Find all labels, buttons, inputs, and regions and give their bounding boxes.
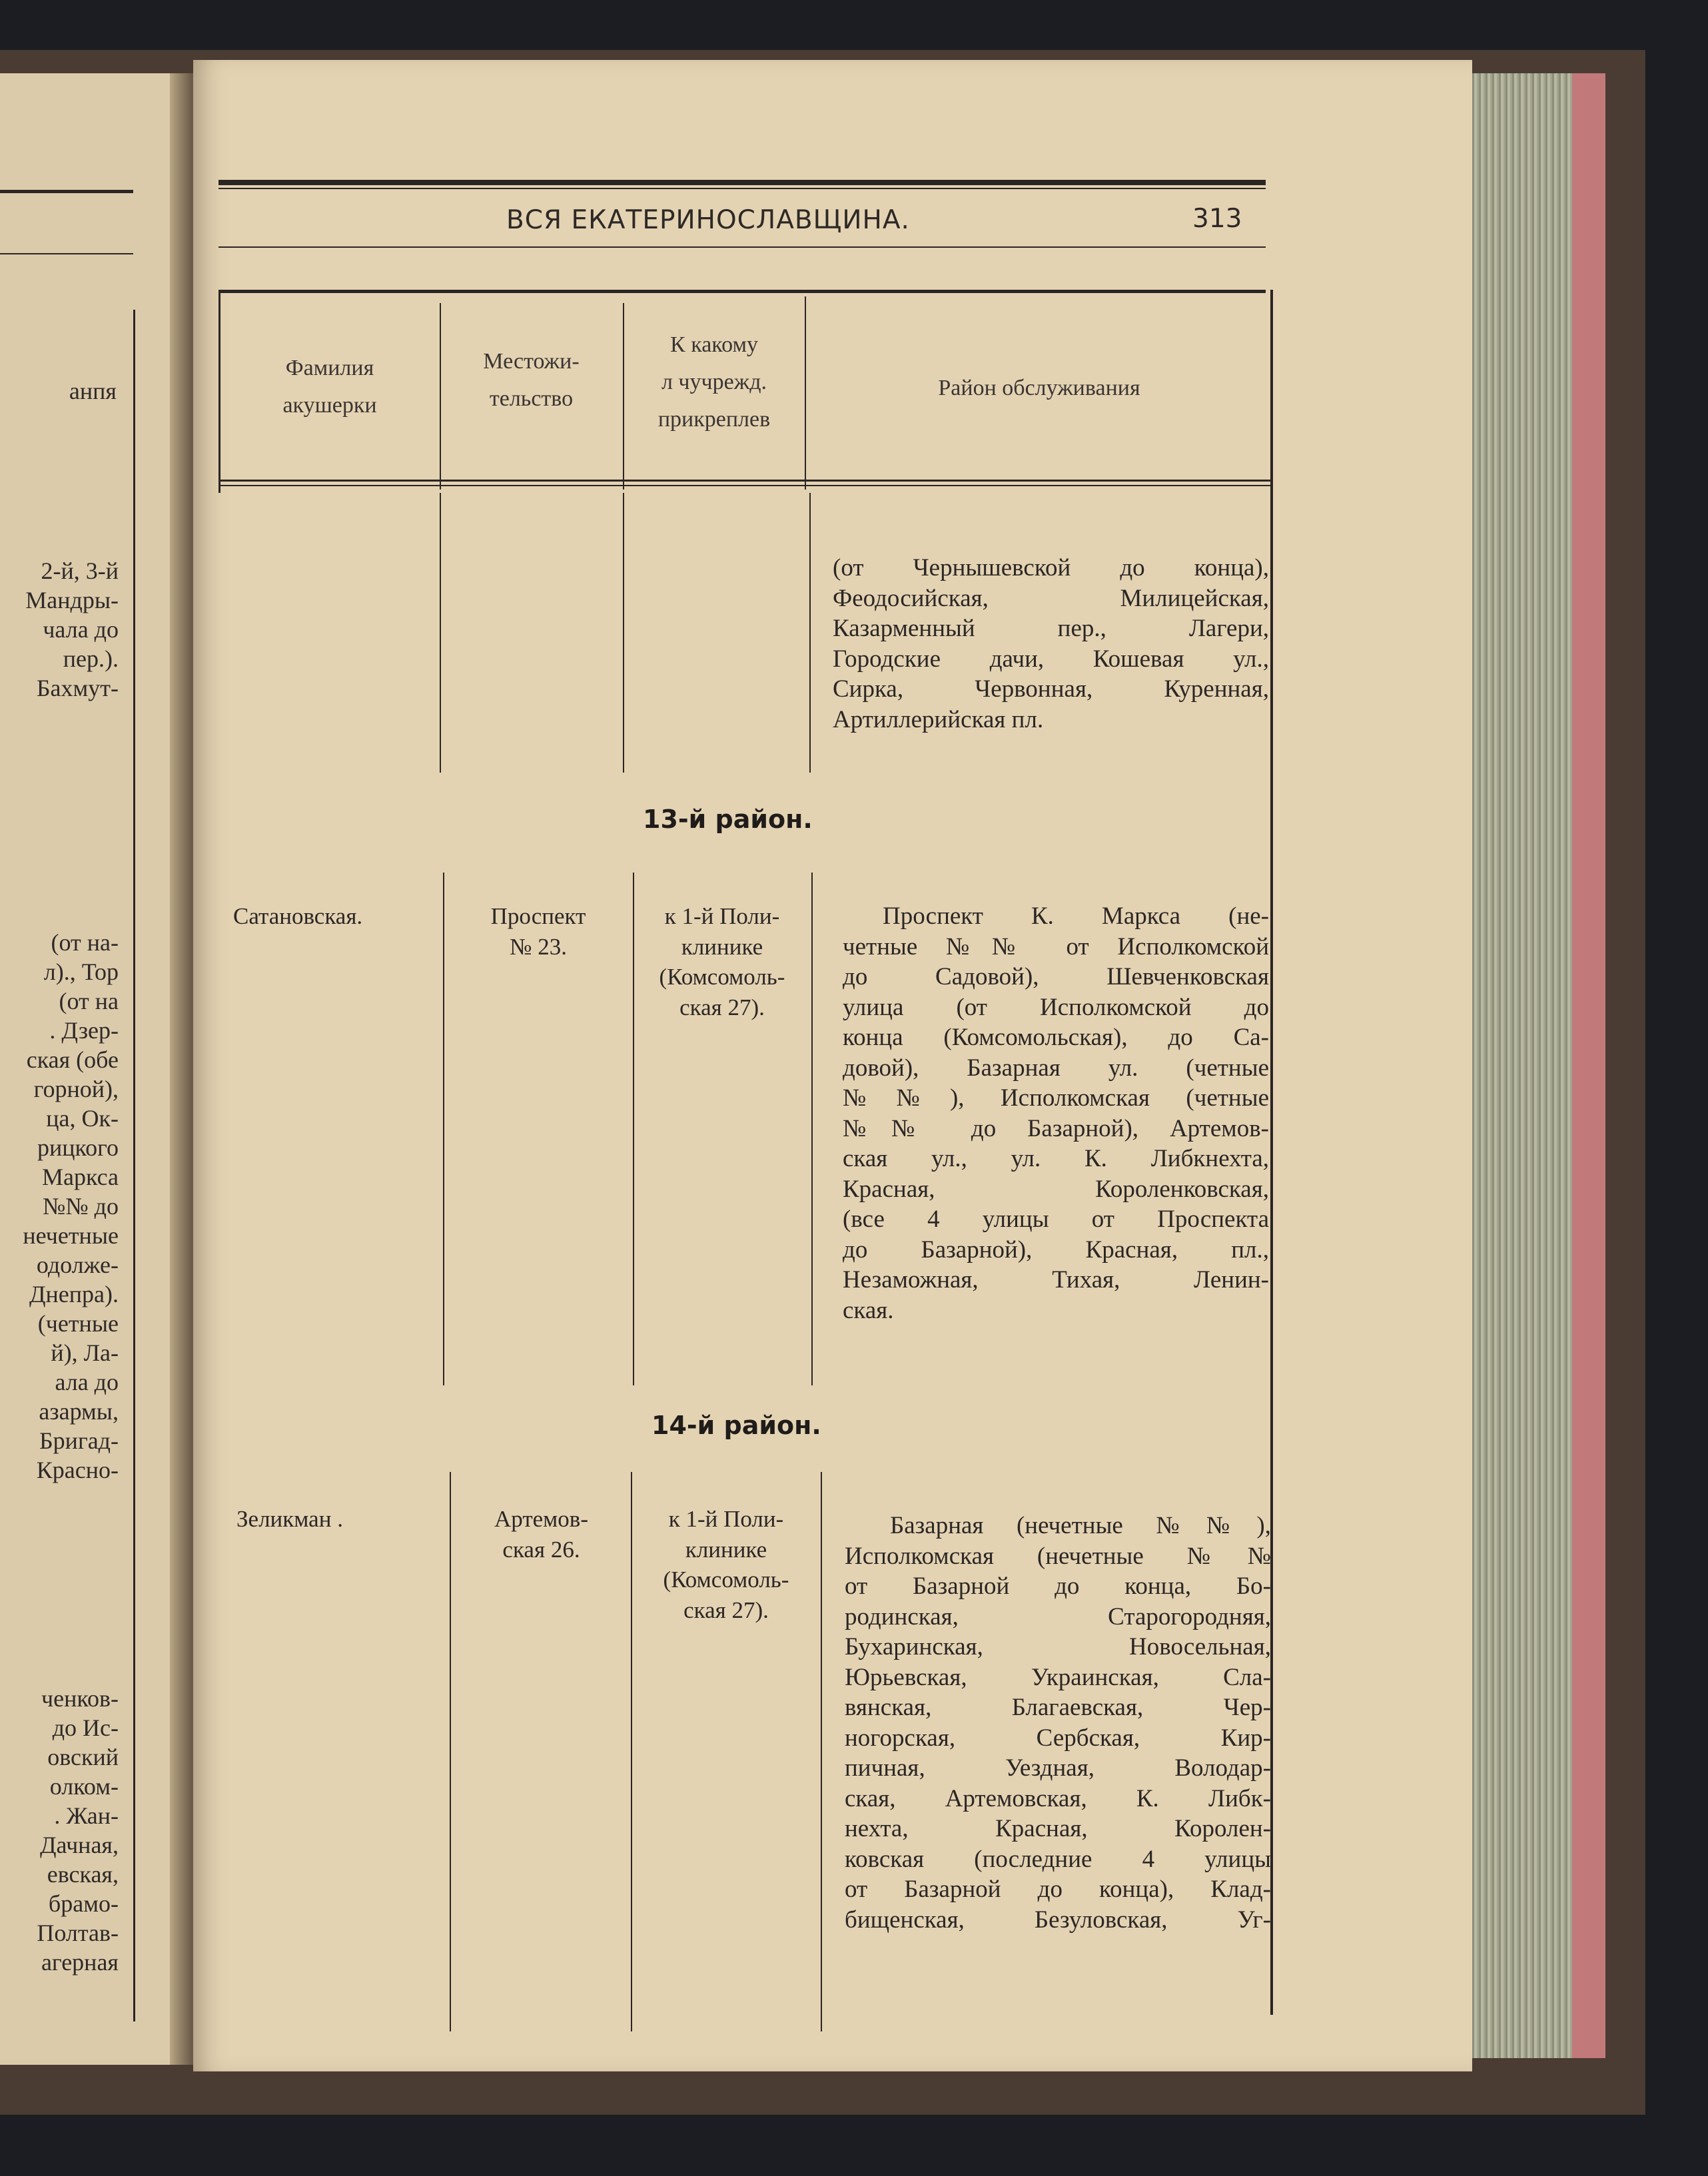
left-fragment-line: ская (обе: [26, 1046, 119, 1073]
left-fragment-line: олком-: [49, 1773, 119, 1800]
left-page-rule-thin: [0, 253, 133, 254]
page-number: 313: [1192, 204, 1242, 234]
area-line: Юрьевская, Украинская, Сла-: [845, 1663, 1271, 1691]
left-fragment-line: пер.).: [63, 645, 119, 672]
left-fragment-line: л)., Тор: [43, 958, 119, 985]
residence: [448, 901, 629, 962]
column-header-midwife: [226, 350, 433, 424]
area-line: родинская, Старогородняя,: [845, 1603, 1271, 1631]
column-header-area: Район обслуживания: [938, 376, 1140, 400]
column-divider: [450, 1472, 451, 2031]
residence-line: ская 26.: [502, 1536, 580, 1563]
left-fragment-line: овский: [47, 1744, 119, 1770]
left-fragment-line: Бригад-: [39, 1427, 119, 1454]
left-fragment-line: №№ до: [42, 1193, 119, 1220]
left-fragment-line: одолже-: [36, 1252, 119, 1278]
area-line: Феодосийская, Милицейская,: [833, 584, 1269, 612]
left-fragment-line: Полтав-: [37, 1920, 119, 1946]
residence-line: Артемов-: [494, 1506, 588, 1532]
left-fragment-line: ченков-: [41, 1685, 119, 1712]
left-fragment-2: [0, 556, 119, 703]
service-area: [843, 901, 1269, 1325]
header-rule-thin: [218, 188, 1266, 189]
column-divider: [440, 303, 441, 490]
area-line: Городские дачи, Кошевая ул.,: [833, 645, 1269, 673]
column-header-line: Местожи-: [483, 349, 580, 374]
column-header-residence: [443, 343, 620, 418]
left-fragment-line: (от на-: [51, 929, 119, 956]
left-fragment-3: [0, 928, 119, 1485]
left-fragment-line: брамо-: [48, 1890, 119, 1917]
left-fragment-line: чала до: [43, 616, 119, 643]
left-fragment-line: евская,: [47, 1861, 119, 1888]
column-divider: [440, 493, 441, 773]
left-fragment-line: агерная: [41, 1949, 119, 1976]
column-divider: [631, 1472, 632, 2031]
left-fragment-line: . Жан-: [54, 1802, 119, 1829]
district-13-title: 13-й район.: [643, 805, 813, 834]
left-fragment-line: Бахмут-: [36, 675, 119, 701]
left-fragment-line: анпя: [69, 378, 117, 404]
header-underline: [218, 246, 1266, 248]
area-line: Исполкомская (нечетные №№: [845, 1542, 1271, 1570]
area-line: №№), Исполкомская (четные: [843, 1084, 1269, 1112]
area-line: ногорская, Сербская, Кир-: [845, 1724, 1271, 1752]
column-divider: [811, 873, 813, 1385]
left-fragment-line: (четные: [37, 1310, 119, 1337]
attached-line: ская 27).: [679, 994, 765, 1020]
attached-line: к 1-й Поли-: [668, 1506, 784, 1532]
area-line: Базарная (нечетные №№),: [890, 1512, 1271, 1539]
midwife-name: Сатановская.: [233, 903, 363, 929]
left-page-rule: [0, 190, 133, 193]
column-divider: [805, 296, 806, 490]
left-fragment-line: Днепра).: [29, 1281, 119, 1307]
area-line: ковская (последние 4 улицы: [845, 1845, 1271, 1873]
area-line: Незаможная, Тихая, Ленин-: [843, 1266, 1269, 1293]
service-area: [845, 1511, 1271, 1935]
column-header-line: тельство: [489, 386, 574, 411]
page-title: ВСЯ ЕКАТЕРИНОСЛАВЩИНА.: [506, 205, 910, 235]
left-fragment-line: горной),: [33, 1076, 119, 1102]
attached-institution: [633, 1504, 819, 1625]
column-header-line: К какому: [670, 332, 758, 357]
district-14-title: 14-й район.: [651, 1411, 821, 1440]
attached-line: клинике: [681, 933, 763, 960]
left-fragment-line: 2-й, 3-й: [41, 557, 119, 584]
area-line: Казарменный пер., Лагери,: [833, 615, 1269, 642]
area-line: конца (Комсомольская), до Са-: [843, 1024, 1269, 1051]
attached-line: ская 27).: [683, 1597, 769, 1623]
residence-line: Проспект: [490, 903, 586, 929]
area-line: нехта, Красная, Королен-: [845, 1815, 1271, 1842]
area-line: ская.: [843, 1296, 894, 1324]
area-line: пичная, Уездная, Володар-: [845, 1754, 1271, 1782]
column-header-line: акушерки: [282, 393, 377, 418]
residence: [453, 1504, 630, 1565]
area-line: Сирка, Червонная, Куренная,: [833, 675, 1269, 703]
left-fragment-line: Красно-: [36, 1457, 119, 1483]
left-page-column-line: [133, 310, 135, 2021]
left-fragment-line: Маркса: [42, 1164, 119, 1190]
area-line: №№ до Базарной), Артемов-: [843, 1114, 1269, 1142]
left-fragment-line: (от на: [59, 988, 119, 1014]
table-header-rule: [218, 480, 1271, 482]
midwife-name: Зеликман .: [236, 1506, 343, 1532]
table-header-rule-2: [218, 485, 1271, 486]
area-line: ская ул., ул. К. Либкнехта,: [843, 1145, 1269, 1172]
area-line: до Базарной), Красная, пл.,: [843, 1236, 1269, 1264]
area-line: Артиллерийская пл.: [833, 705, 1044, 733]
area-line: (от Чернышевской до конца),: [833, 554, 1269, 581]
area-line: улица (от Исполкомской до: [843, 993, 1269, 1021]
area-line: (все 4 улицы от Проспекта: [843, 1206, 1269, 1233]
column-divider: [821, 1472, 822, 2031]
left-fragment-line: Дачная,: [39, 1832, 119, 1858]
attached-line: (Комсомоль-: [663, 1567, 789, 1593]
attached-line: (Комсомоль-: [659, 964, 785, 990]
header-rule-thick: [218, 180, 1266, 185]
column-header-line: Фамилия: [285, 356, 374, 380]
attached-line: к 1-й Поли-: [664, 903, 780, 929]
continuation-area: [833, 553, 1269, 735]
left-fragment-1: [0, 376, 117, 406]
column-divider: [443, 873, 444, 1385]
left-fragment-4: [0, 1684, 119, 1977]
area-line: Красная, Короленковская,: [843, 1175, 1269, 1203]
area-line: довой), Базарная ул. (четные: [843, 1054, 1269, 1082]
column-header-line: прикреплев: [657, 407, 771, 432]
area-line: Бухаринская, Новосельная,: [845, 1633, 1271, 1660]
left-fragment-line: й), Ла-: [51, 1339, 119, 1366]
left-fragment-line: нечетные: [23, 1222, 119, 1249]
left-fragment-line: . Дзер-: [49, 1017, 119, 1044]
residence-line: № 23.: [510, 933, 567, 960]
column-divider: [623, 493, 624, 773]
area-line: Проспект К. Маркса (не-: [883, 903, 1269, 930]
table-left-border: [218, 293, 220, 493]
left-fragment-line: рицкого: [37, 1134, 119, 1161]
left-fragment-line: ца, Ок-: [46, 1105, 119, 1132]
column-divider: [623, 303, 624, 490]
area-line: бищенская, Безуловская, Уг-: [845, 1906, 1271, 1934]
column-header-line: л чучрежд.: [661, 370, 767, 394]
left-fragment-line: Мандры-: [25, 587, 119, 613]
attached-line: клинике: [685, 1536, 767, 1563]
area-line: четные №№ от Исполкомской: [843, 932, 1269, 960]
area-line: ская, Артемовская, К. Либк-: [845, 1784, 1271, 1812]
area-line: до Садовой), Шевченковская: [843, 963, 1269, 990]
left-fragment-line: азармы,: [39, 1398, 119, 1425]
left-fragment-line: до Ис-: [52, 1714, 119, 1741]
column-header-institution: [625, 326, 803, 438]
area-line: от Базарной до конца), Клад-: [845, 1876, 1271, 1903]
left-fragment-line: ала до: [55, 1369, 119, 1395]
table-top-rule: [218, 290, 1266, 293]
area-line: вянская, Благаевская, Чер-: [845, 1694, 1271, 1721]
area-line: от Базарной до конца, Бо-: [845, 1573, 1271, 1600]
column-divider: [809, 493, 811, 773]
attached-institution: [633, 901, 811, 1022]
